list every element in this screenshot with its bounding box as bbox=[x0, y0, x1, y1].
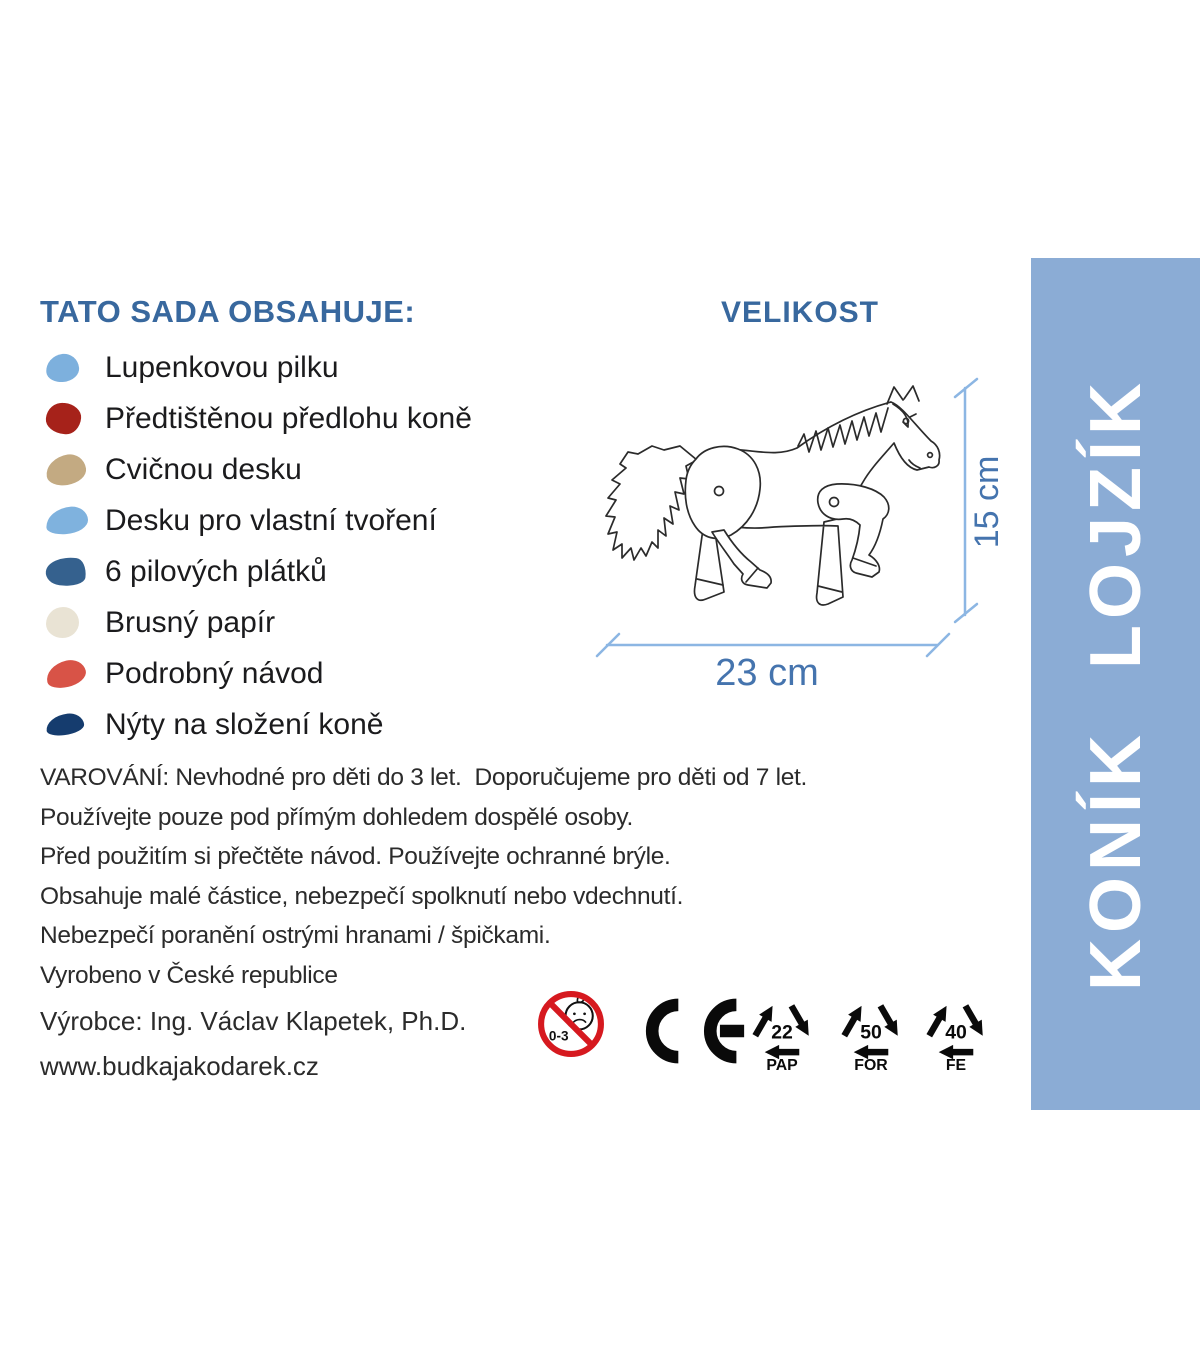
list-item bbox=[40, 444, 600, 495]
blob-bullet-icon bbox=[45, 352, 81, 383]
horse-size-diagram bbox=[590, 370, 1030, 710]
kit-item-label: 6 pilových plátků bbox=[105, 554, 327, 588]
age-warning-label: 0-3 bbox=[548, 1028, 569, 1044]
blob-bullet-icon bbox=[44, 656, 89, 690]
recycling-40-fe-icon bbox=[920, 990, 992, 1071]
list-item bbox=[40, 495, 600, 546]
recycling-code: 22 bbox=[771, 1021, 793, 1044]
contents-heading: TATO SADA OBSAHUJE: bbox=[40, 294, 416, 329]
blob-bullet-icon bbox=[45, 402, 83, 436]
horse-illustration bbox=[606, 386, 940, 605]
manufacturer-line: Výrobce: Ing. Václav Klapetek, Ph.D. bbox=[40, 1006, 467, 1036]
width-label: 23 cm bbox=[715, 652, 819, 694]
kit-item-label: Cvičnou desku bbox=[105, 452, 302, 486]
website-text: www.budkajakodarek.cz bbox=[40, 1051, 319, 1081]
kit-item-label: Desku pro vlastní tvoření bbox=[105, 503, 437, 537]
warning-line: VAROVÁNÍ: Nevhodné pro děti do 3 let. Doporučujeme pro děti od 7 let. bbox=[40, 764, 808, 791]
kit-item-label: Brusný papír bbox=[105, 605, 276, 639]
list-item bbox=[40, 699, 600, 750]
height-label: 15 cm bbox=[968, 455, 1006, 549]
recycling-material: PAP bbox=[766, 1057, 798, 1071]
recycling-22-pap-icon bbox=[746, 990, 818, 1071]
kit-item-label: Lupenkovou pilku bbox=[105, 350, 339, 384]
warning-line: Používejte pouze pod přímým dohledem dospělé osoby. bbox=[40, 803, 634, 831]
made-in-line: Vyrobeno v České republice bbox=[40, 961, 338, 989]
recycling-50-for-icon bbox=[835, 990, 907, 1071]
list-item bbox=[40, 648, 600, 699]
kit-item-label: Nýty na složení koně bbox=[105, 707, 384, 741]
product-name: KONÍK LOJZÍK bbox=[1075, 376, 1156, 992]
warning-line: Obsahuje malé částice, nebezpečí spolknutí nebo vdechnutí. bbox=[40, 882, 684, 910]
recycling-code: 50 bbox=[860, 1021, 882, 1044]
warning-line: Nebezpečí poranění ostrými hranami / špičkami. bbox=[40, 922, 551, 949]
kit-item-label: Podrobný návod bbox=[105, 656, 324, 690]
blob-bullet-icon bbox=[46, 607, 79, 638]
kit-contents-list bbox=[40, 342, 600, 750]
rivet-joint bbox=[830, 498, 839, 507]
list-item bbox=[40, 342, 600, 393]
blob-bullet-icon bbox=[45, 506, 89, 536]
ce-mark-icon bbox=[628, 997, 748, 1070]
blob-bullet-icon bbox=[45, 712, 85, 737]
list-item bbox=[40, 597, 600, 648]
recycling-material: FOR bbox=[854, 1057, 888, 1071]
kit-item-label: Předtištěnou předlohu koně bbox=[105, 401, 472, 435]
blob-bullet-icon bbox=[44, 452, 88, 488]
horse-ear bbox=[887, 387, 903, 404]
age-warning-0-3-icon bbox=[537, 990, 605, 1058]
rivet-joint bbox=[715, 487, 724, 496]
warning-line: Před použitím si přečtěte návod. Používejte ochranné brýle. bbox=[40, 843, 671, 870]
horse-ear bbox=[904, 386, 919, 401]
list-item bbox=[40, 546, 600, 597]
recycling-code: 40 bbox=[945, 1021, 967, 1044]
blob-bullet-icon bbox=[44, 555, 87, 589]
horse-tail bbox=[606, 446, 697, 560]
size-heading: VELIKOST bbox=[720, 296, 879, 329]
list-item bbox=[40, 393, 600, 444]
product-name-sidebar bbox=[1031, 258, 1200, 1110]
recycling-material: FE bbox=[945, 1057, 967, 1071]
